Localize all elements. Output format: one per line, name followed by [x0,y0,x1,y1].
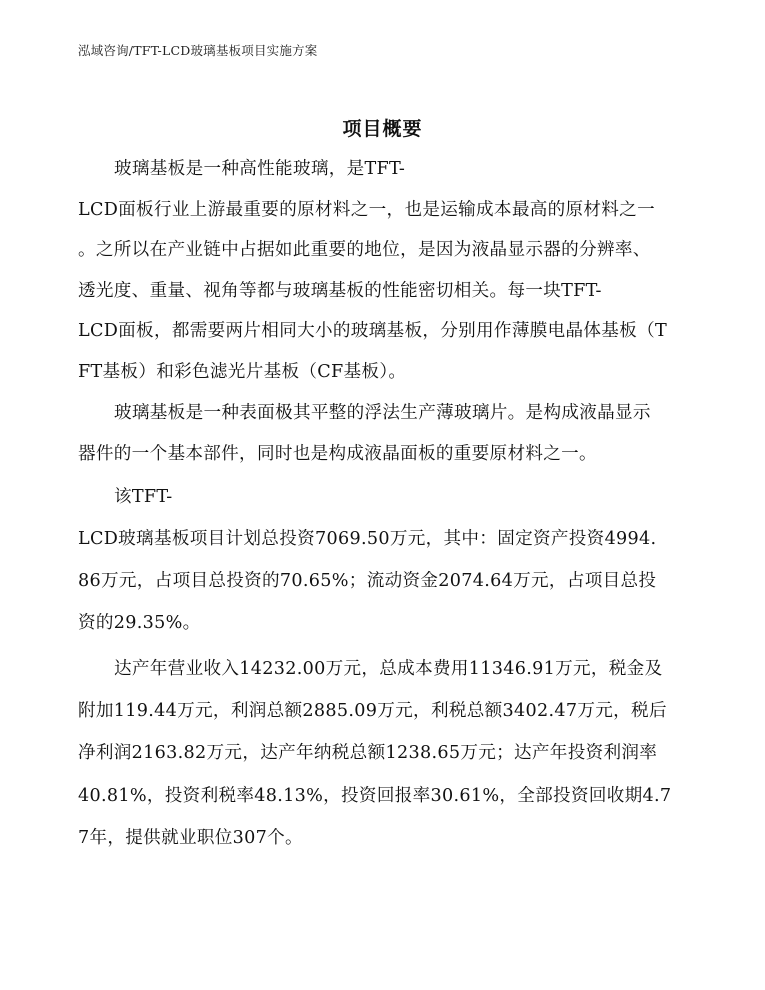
running-header: 泓域咨询/TFT-LCD玻璃基板项目实施方案 [78,43,318,58]
paragraph-line: 玻璃基板是一种表面极其平整的浮法生产薄玻璃片。是构成液晶显示 [114,403,651,423]
paragraph-line: 达产年营业收入14232.00万元，总成本费用11346.91万元，税金及 [114,659,663,679]
paragraph-line: FT基板）和彩色滤光片基板（CF基板）。 [78,362,407,382]
paragraph-line: LCD玻璃基板项目计划总投资7069.50万元，其中：固定资产投资4994. [78,529,657,549]
paragraph-line: 7年，提供就业职位307个。 [78,828,303,848]
paragraph-line: LCD面板，都需要两片相同大小的玻璃基板，分别用作薄膜电晶体基板（T [78,321,668,341]
paragraph-line: 86万元，占项目总投资的70.65%；流动资金2074.64万元，占项目总投 [78,571,657,591]
paragraph-line: 。之所以在产业链中占据如此重要的地位，是因为液晶显示器的分辨率、 [78,240,651,260]
section-title: 项目概要 [342,118,423,140]
paragraph-line: 40.81%，投资利税率48.13%，投资回报率30.61%，全部投资回收期4.7 [78,786,672,806]
paragraph-line: 器件的一个基本部件，同时也是构成液晶面板的重要原材料之一。 [78,444,597,464]
paragraph-line: LCD面板行业上游最重要的原材料之一，也是运输成本最高的原材料之一 [78,200,655,220]
paragraph-line: 净利润2163.82万元，达产年纳税总额1238.65万元；达产年投资利润率 [78,743,658,763]
paragraph-line: 资的29.35%。 [78,613,201,633]
paragraph-line: 玻璃基板是一种高性能玻璃，是TFT- [114,159,406,179]
paragraph-line: 透光度、重量、视角等都与玻璃基板的性能密切相关。每一块TFT- [78,281,602,301]
paragraph-line: 该TFT- [114,487,173,507]
paragraph-line: 附加119.44万元，利润总额2885.09万元，利税总额3402.47万元，税后 [78,701,667,721]
